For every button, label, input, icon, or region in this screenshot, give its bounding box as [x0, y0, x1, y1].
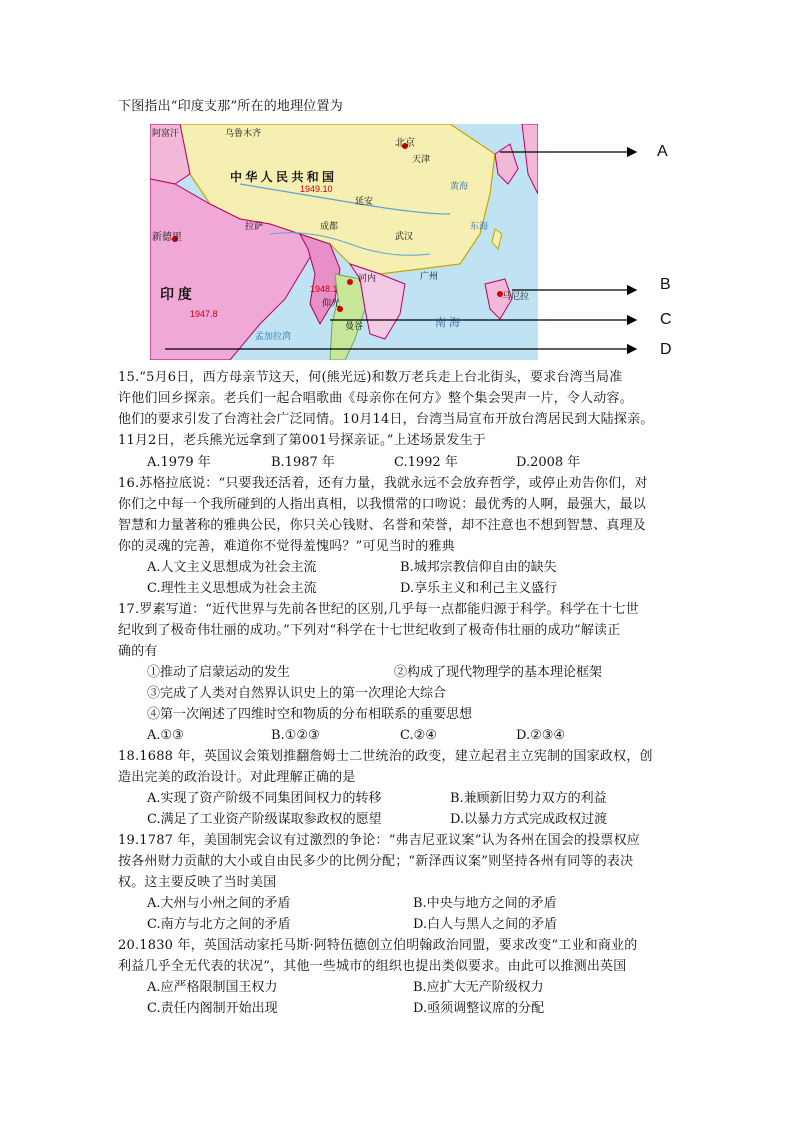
map-question-intro: 下图指出“印度支那”所在的地理位置为: [118, 99, 343, 114]
q19-option-a[interactable]: A.大州与小州之间的矛盾: [147, 896, 291, 911]
q17-item: ③完成了人类对自然界认识史上的第一次理论大综合: [147, 686, 447, 701]
q16-option-c[interactable]: C.理性主义思想成为社会主流: [147, 581, 317, 596]
map-label: 拉萨: [245, 221, 264, 231]
marker-c: C: [660, 311, 672, 328]
map-label: 马尼拉: [502, 291, 530, 301]
q15-line: 许他们回乡探亲。老兵们一起合唱歌曲《母亲你在何方》整个集会哭声一片，令人动容。: [118, 391, 633, 406]
q17-option-a[interactable]: A.①③: [147, 728, 184, 743]
q15-line: 11月2日，老兵熊光远拿到了第001号探亲证。”上述场景发生于: [118, 433, 486, 448]
map-label: 1947.8: [190, 309, 218, 319]
map-label: 延安: [355, 196, 374, 206]
map-label: 天津: [412, 154, 431, 164]
q15-option-c[interactable]: C.1992 年: [394, 455, 458, 470]
map-label: 乌鲁木齐: [225, 128, 262, 138]
q20-line: 20.1830 年，英国活动家托马斯·阿特伍德创立伯明翰政治同盟，要求改变“工业和商业的: [118, 938, 638, 953]
q20-option-b[interactable]: B.应扩大无产阶级权力: [413, 980, 544, 995]
q19-option-d[interactable]: D.白人与黑人之间的矛盾: [413, 917, 558, 932]
q15-line: 15.“5月6日，西方母亲节这天，何(熊光远)和数万老兵走上台北街头，要求台湾当局准: [118, 370, 623, 385]
map-label: 新德里: [152, 232, 182, 243]
q15-option-b[interactable]: B.1987 年: [271, 455, 335, 470]
q17-item: ④第一次阐述了四维时空和物质的分布相联系的重要思想: [147, 707, 473, 722]
map-label: 南 海: [435, 317, 461, 329]
q16-option-a[interactable]: A.人文主义思想成为社会主流: [147, 560, 317, 575]
q19-line: 19.1787 年，美国制宪会议有过激烈的争论：“弗吉尼亚议案”认为各州在国会的投票权应: [118, 833, 640, 848]
q18-option-a[interactable]: A.实现了资产阶级不同集团间权力的转移: [147, 791, 382, 806]
map-label: 武汉: [395, 231, 414, 241]
q16-line: 你的灵魂的完善，难道你不觉得羞愧吗？”可见当时的雅典: [118, 539, 455, 554]
q19-line: 权。这主要反映了当时美国: [118, 875, 277, 890]
map-label: 河内: [358, 273, 377, 283]
map-label: 中 华 人 民 共 和 国: [230, 170, 335, 184]
map-label: 黄海: [450, 181, 469, 191]
q19-line: 按各州财力贡献的大小或自由民多少的比例分配；“新泽西议案”则坚持各州有同等的表决: [118, 854, 634, 869]
map-label: 印 度: [160, 286, 192, 302]
map-label: 孟加拉湾: [255, 331, 292, 341]
q20-option-d[interactable]: D.亟须调整议席的分配: [413, 1001, 545, 1016]
q17-option-c[interactable]: C.②④: [400, 728, 437, 743]
map-label: 仰光: [322, 298, 341, 308]
q18-option-d[interactable]: D.以暴力方式完成政权过渡: [450, 812, 608, 827]
marker-d: D: [660, 341, 672, 358]
q18-line: 造出完美的政治设计。对此理解正确的是: [118, 770, 356, 785]
map-label: 东海: [470, 221, 489, 231]
q20-option-a[interactable]: A.应严格限制国王权力: [147, 980, 278, 995]
map-label: 成都: [320, 221, 339, 231]
q18-option-c[interactable]: C.满足了工业资产阶级谋取参政权的愿望: [147, 812, 382, 827]
q16-line: 你们之中每一个我所碰到的人指出真相，以我惯常的口吻说：最优秀的人啊，最强大，最以: [118, 497, 647, 512]
map-label: 1948.1: [310, 284, 338, 294]
q18-line: 18.1688 年，英国议会策划推翻詹姆士二世统治的政变，建立起君主立宪制的国家政权，创: [118, 749, 653, 764]
q17-item: ②构成了现代物理学的基本理论框架: [394, 665, 603, 680]
map-label: 阿富汗: [152, 128, 180, 138]
q18-option-b[interactable]: B.兼顾新旧势力双方的利益: [450, 791, 607, 806]
q17-option-b[interactable]: B.①②③: [271, 728, 320, 743]
q15-line: 他们的要求引发了台湾社会广泛同情。10月14日，台湾当局宣布开放台湾居民到大陆探亲。: [118, 412, 654, 427]
q15-option-d[interactable]: D.2008 年: [516, 455, 581, 470]
q17-line: 确的有: [118, 644, 158, 659]
marker-a: A: [657, 143, 668, 160]
q17-line: 纪收到了极奇伟壮丽的成功。”下列对“科学在十七世纪收到了极奇伟壮丽的成功”解读正: [118, 623, 621, 638]
map-label: 1949.10: [300, 184, 333, 194]
map-label: 广州: [420, 271, 439, 281]
map-label: 曼谷: [345, 321, 364, 331]
q16-option-d[interactable]: D.享乐主义和利己主义盛行: [400, 581, 558, 596]
q20-option-c[interactable]: C.责任内阁制开始出现: [147, 1001, 278, 1016]
q19-option-c[interactable]: C.南方与北方之间的矛盾: [147, 917, 291, 932]
q20-line: 利益几乎全无代表的状况”，其他一些城市的组织也提出类似要求。由此可以推测出英国: [118, 959, 627, 974]
q16-line: 16.苏格拉底说：“只要我还活着，还有力量，我就永远不会放弃哲学，或停止劝告你们，对: [118, 476, 648, 491]
map-arrows: [0, 0, 794, 400]
q17-option-d[interactable]: D.②③④: [516, 728, 566, 743]
map-label: 北京: [395, 138, 415, 149]
q16-option-b[interactable]: B.城邦宗教信仰自由的缺失: [400, 560, 557, 575]
q19-option-b[interactable]: B.中央与地方之间的矛盾: [413, 896, 557, 911]
q15-option-a[interactable]: A.1979 年: [147, 455, 211, 470]
q17-item: ①推动了启蒙运动的发生: [147, 665, 291, 680]
marker-b: B: [660, 276, 671, 293]
q17-line: 17.罗素写道：“近代世界与先前各世纪的区别,几乎每一点都能归源于科学。科学在十七世: [118, 602, 639, 617]
q16-line: 智慧和力量著称的雅典公民，你只关心钱财、名誉和荣誉，却不注意也不想到智慧、真理及: [118, 518, 647, 533]
